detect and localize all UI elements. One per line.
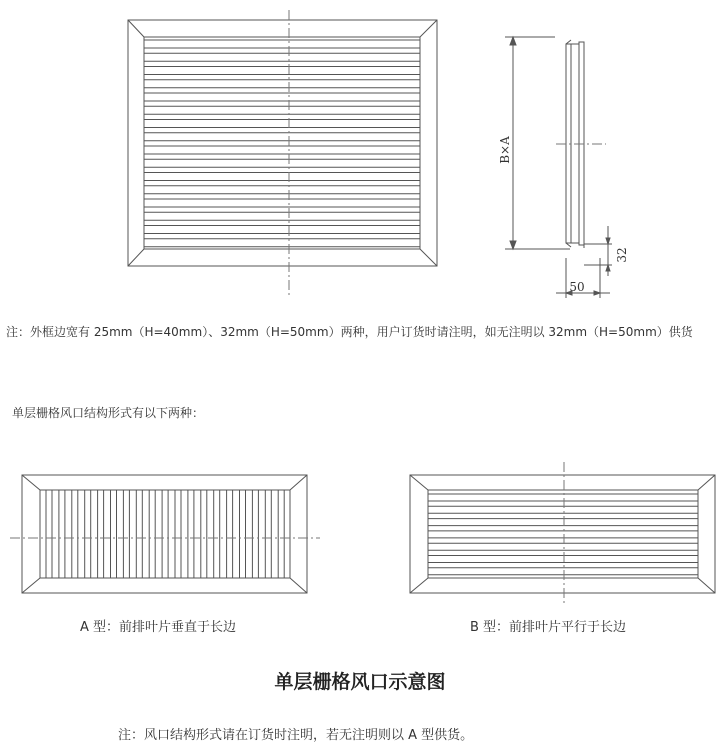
dim-height-label: B×A: [498, 136, 512, 164]
type-b-grille: [410, 475, 715, 593]
type-a-caption: A 型：前排叶片垂直于长边: [80, 620, 237, 635]
type-b-caption: B 型：前排叶片平行于长边: [470, 620, 627, 635]
types-intro: 单层栅格风口结构形式有以下两种：: [12, 406, 205, 420]
horizontal-blades-b: [428, 494, 698, 575]
front-view-grille: [128, 20, 437, 266]
main-title: 单层栅格风口示意图: [274, 671, 446, 693]
vertical-blades: [46, 490, 284, 578]
dim-50-label: 50: [569, 280, 585, 294]
side-view-grille: [505, 37, 612, 298]
note-frame-width: 注：外框边宽有 25mm（H=40mm）、32mm（H=50mm）两种，用户订货时请注明，如无注明以 32mm（H=50mm）供货: [6, 325, 693, 339]
dim-32-label: 32: [615, 247, 629, 263]
note-bottom: 注：风口结构形式请在订货时注明，若无注明则以 A 型供货。: [118, 728, 474, 743]
horizontal-blades: [144, 40, 420, 247]
type-a-grille: [22, 475, 307, 593]
